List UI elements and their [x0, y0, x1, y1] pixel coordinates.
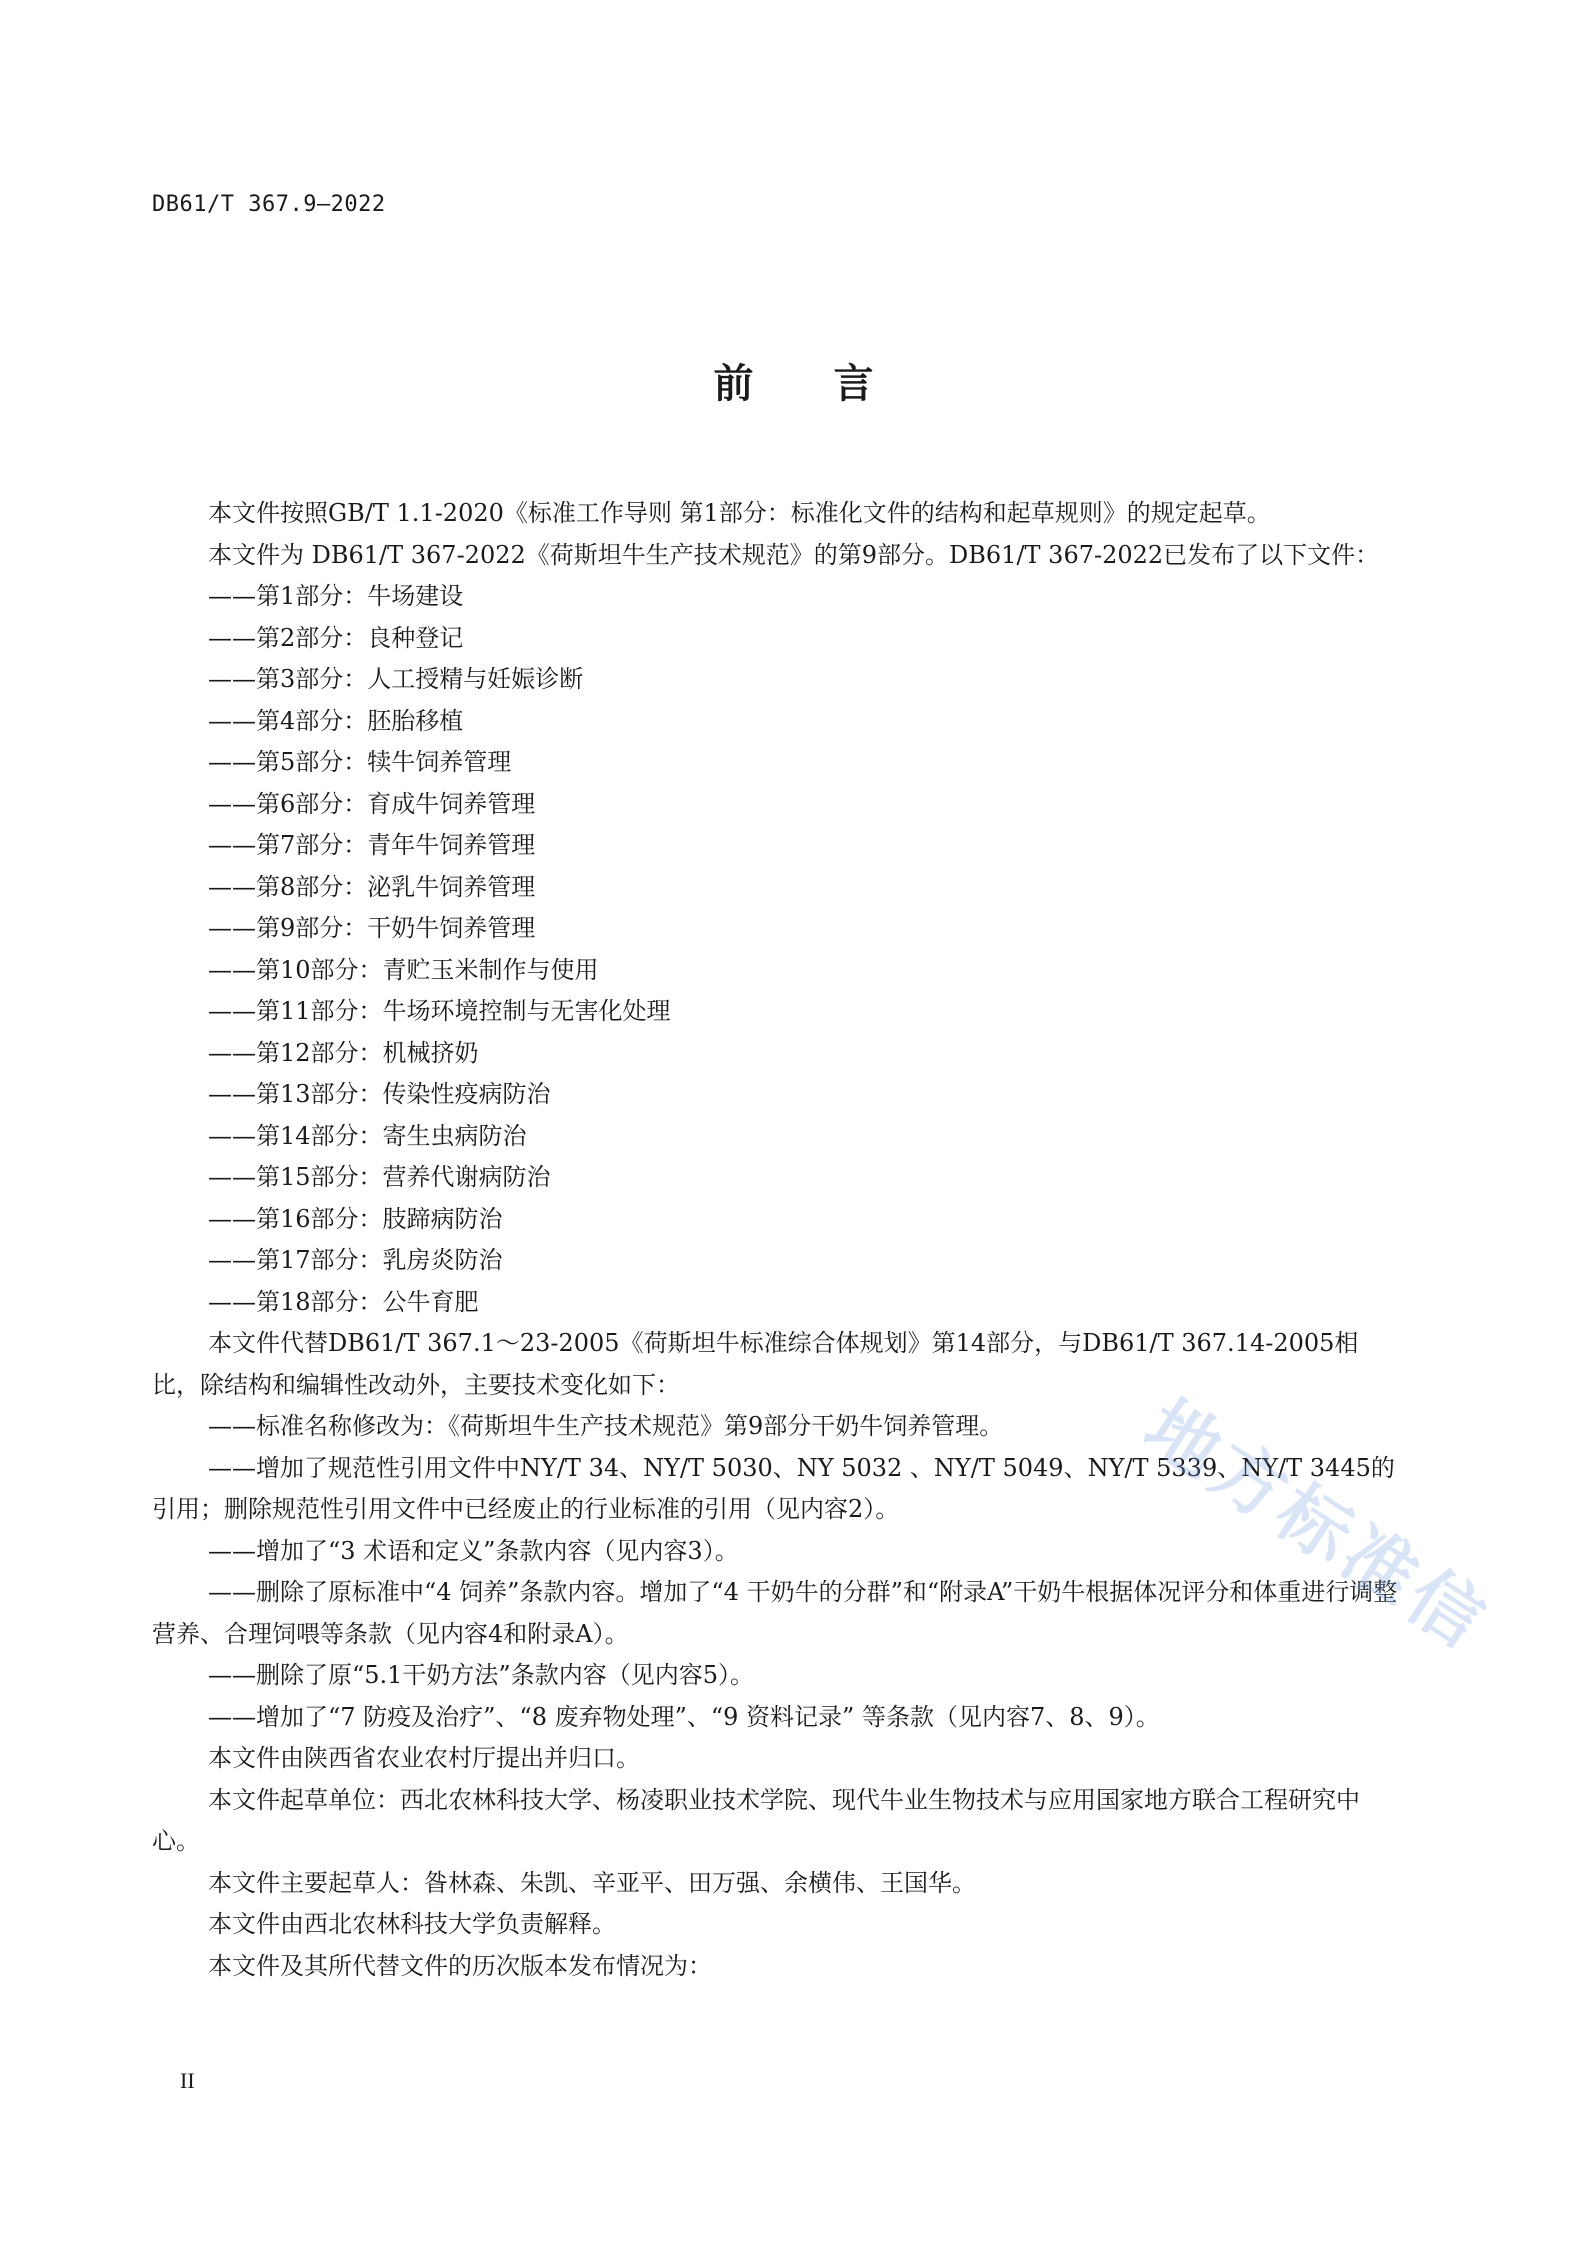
part-list-item: ——第3部分：人工授精与妊娠诊断 — [208, 665, 584, 693]
paragraph: ——增加了“7 防疫及治疗”、“8 废弃物处理”、“9 资料记录” 等条款（见内容7、8、9）。 — [208, 1702, 1160, 1731]
part-list-item: ——第6部分：育成牛饲养管理 — [208, 789, 536, 818]
paragraph: ——增加了“3 术语和定义”条款内容（见内容3）。 — [208, 1536, 739, 1565]
paragraph: 本文件按照GB/T 1.1-2020《标准工作导则 第1部分：标准化文件的结构和起草规则》的规定起草。 — [208, 499, 1271, 527]
paragraph: 本文件主要起草人：昝林森、朱凯、辛亚平、田万强、余横伟、王国华。 — [208, 1868, 976, 1897]
page-number: II — [180, 2068, 195, 2093]
part-list-item: ——第18部分：公牛育肥 — [208, 1287, 479, 1316]
part-list-item: ——第17部分：乳房炎防治 — [208, 1246, 503, 1274]
part-list-item: ——第5部分：犊牛饲养管理 — [208, 748, 512, 776]
paragraph: 本文件代替DB61/T 367.1～23-2005《荷斯坦牛标准综合体规划》第14部分，与DB61/T 367.14-2005相比，除结构和编辑性改动外，主要技术变化如下： — [152, 1329, 1359, 1399]
part-list-item: ——第15部分：营养代谢病防治 — [208, 1163, 551, 1191]
part-list-item: ——第4部分：胚胎移植 — [208, 706, 464, 735]
paragraph: 本文件由西北农林科技大学负责解释。 — [208, 1910, 616, 1938]
part-list-item: ——第7部分：青年牛饲养管理 — [208, 831, 536, 859]
paragraph: ——增加了规范性引用文件中NY/T 34、NY/T 5030、NY 5032 、NY/T 5049、NY/T 5339、NY/T 3445的引用；删除规范性引用文件中已经废止的行业标准的引用（见内容2）。 — [152, 1453, 1395, 1523]
paragraph: ——删除了原“5.1干奶方法”条款内容（见内容5）。 — [208, 1661, 754, 1689]
paragraph: ——标准名称修改为：《荷斯坦牛生产技术规范》第9部分干奶牛饲养管理。 — [208, 1412, 1004, 1440]
part-list-item: ——第13部分：传染性疫病防治 — [208, 1080, 551, 1108]
paragraph: 本文件起草单位：西北农林科技大学、杨凌职业技术学院、现代牛业生物技术与应用国家地方联合工程研究中心。 — [152, 1785, 1360, 1855]
document-code: DB61/T 367.9—2022 — [152, 192, 386, 217]
part-list-item: ——第1部分：牛场建设 — [208, 582, 464, 610]
paragraph: 本文件由陕西省农业农村厅提出并归口。 — [208, 1744, 640, 1772]
paragraph: 本文件及其所代替文件的历次版本发布情况为： — [208, 1951, 712, 1980]
part-list-item: ——第9部分：干奶牛饲养管理 — [208, 914, 536, 942]
part-list-item: ——第16部分：肢蹄病防治 — [208, 1204, 503, 1233]
watermark: 地方标准信 — [1130, 1383, 1504, 1667]
part-list-item: ——第2部分：良种登记 — [208, 623, 464, 652]
part-list-item: ——第8部分：泌乳牛饲养管理 — [208, 872, 536, 901]
page-title: 前 言 — [713, 361, 874, 407]
paragraph: 本文件为 DB61/T 367-2022《荷斯坦牛生产技术规范》的第9部分。DB61/T 367-2022已发布了以下文件： — [208, 540, 1380, 569]
part-list-item: ——第12部分：机械挤奶 — [208, 1038, 479, 1067]
paragraph: ——删除了原标准中“4 饲养”条款内容。增加了“4 干奶牛的分群”和“附录A”干奶牛根据体况评分和体重进行调整营养、合理饲喂等条款（见内容4和附录A）。 — [152, 1578, 1398, 1648]
foreword-body — [152, 493, 1398, 1987]
part-list-item: ——第10部分：青贮玉米制作与使用 — [208, 955, 599, 984]
part-list-item: ——第14部分：寄生虫病防治 — [208, 1121, 527, 1150]
part-list-item: ——第11部分：牛场环境控制与无害化处理 — [208, 997, 671, 1025]
